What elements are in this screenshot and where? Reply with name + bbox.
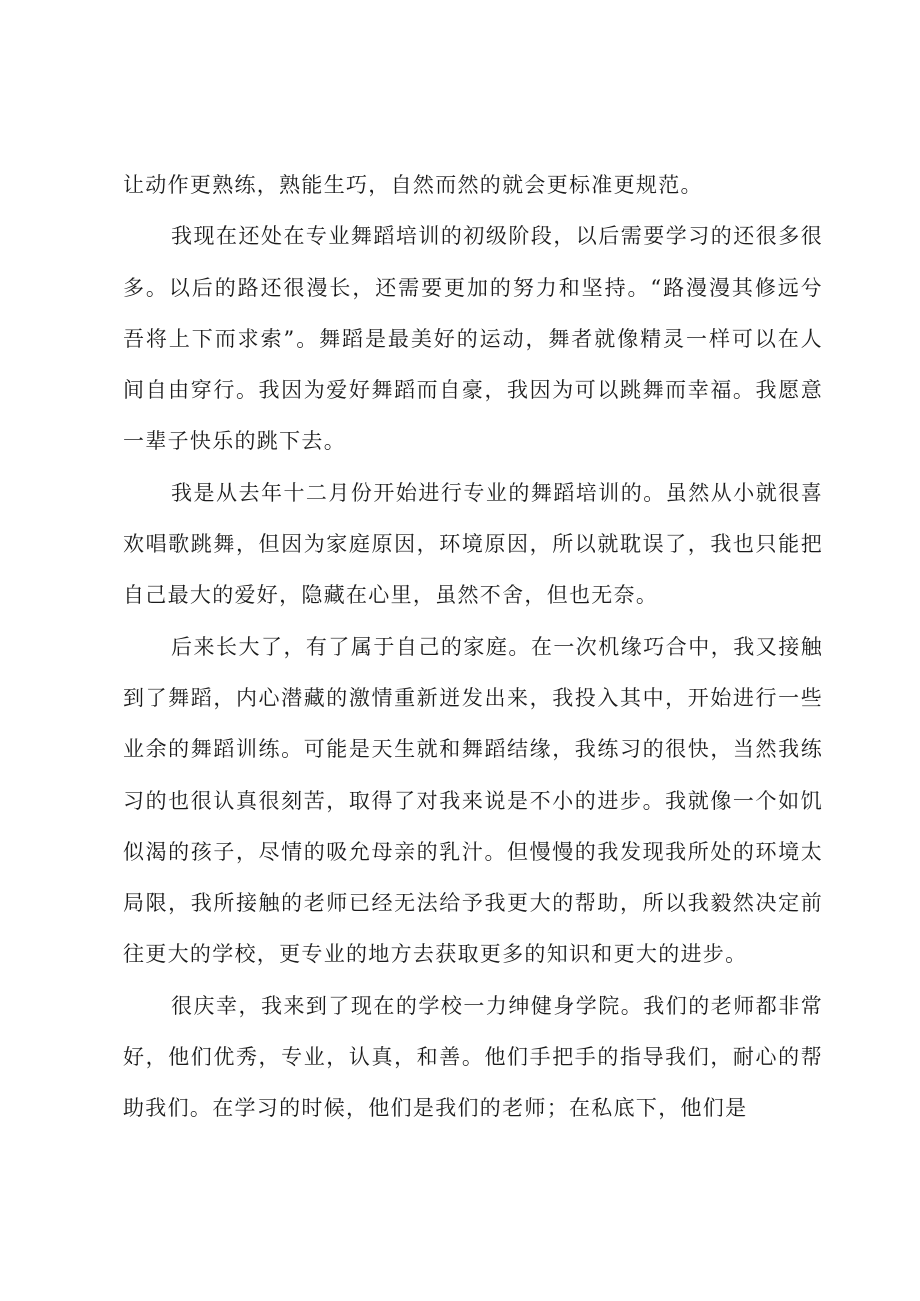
document-body [123, 160, 823, 1135]
paragraph-2: 我现在还处在专业舞蹈培训的初级阶段，以后需要学习的还很多很多。以后的路还很漫长，还需要更加的努力和坚持。“路漫漫其修远兮吾将上下而求索”。舞蹈是最美好的运动，舞者就像精灵一样可以在人间自由穿行。我因为爱好舞蹈而自豪，我因为可以跳舞而幸福。我愿意一辈子快乐的跳下去。 [123, 224, 823, 454]
paragraph-4: 后来长大了，有了属于自己的家庭。在一次机缘巧合中，我又接触到了舞蹈，内心潜藏的激情重新迸发出来，我投入其中，开始进行一些业余的舞蹈训练。可能是天生就和舞蹈结缘，我练习的很快，当然我练习的也很认真很刻苦，取得了对我来说是不小的进步。我就像一个如饥似渴的孩子，尽情的吸允母亲的乳汁。但慢慢的我发现我所处的环境太局限，我所接触的老师已经无法给予我更大的帮助，所以我毅然决定前往更大的学校，更专业的地方去获取更多的知识和更大的进步。 [123, 634, 823, 967]
paragraph-5: 很庆幸，我来到了现在的学校一力绅健身学院。我们的老师都非常好，他们优秀，专业，认真，和善。他们手把手的指导我们，耐心的帮助我们。在学习的时候，他们是我们的老师；在私底下，他们是 [123, 993, 823, 1121]
paragraph-1: 让动作更熟练，熟能生巧，自然而然的就会更标准更规范。 [123, 173, 703, 197]
paragraph-3: 我是从去年十二月份开始进行专业的舞蹈培训的。虽然从小就很喜欢唱歌跳舞，但因为家庭原因，环境原因，所以就耽误了，我也只能把自己最大的爱好，隐藏在心里，虽然不舍，但也无奈。 [123, 480, 823, 608]
